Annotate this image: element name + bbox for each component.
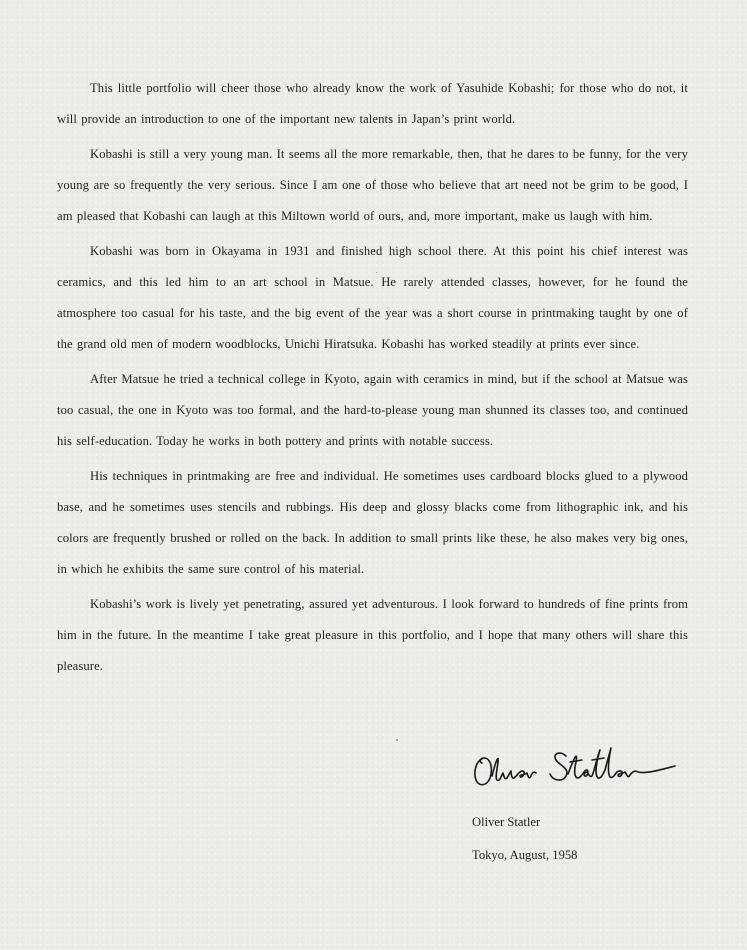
paragraph: His techniques in printmaking are free and individual. He sometimes uses cardboard blocks glued to a plywood base, and he sometimes uses stencils and rubbings. His deep and glossy blacks come from lithographic ink, and his colors are frequently brushed or rolled on the back. In addition to small prints like these, he also makes very big ones, in which he exhibits the same sure control of his material. [57,469,688,576]
paper-speck [396,739,398,741]
paragraph: This little portfolio will cheer those who already know the work of Yasuhide Kobashi; for those who do not, it will provide an introduction to one of the important new talents in Japan’s print world. [57,81,688,126]
paper-speck [376,272,377,273]
letter-body [57,73,688,686]
handwritten-signature [470,740,710,800]
paragraph: Kobashi’s work is lively yet penetrating, assured yet adventurous. I look forward to hundreds of fine prints from him in the future. In the meantime I take great pleasure in this portfolio, and I hope that many others will share this pleasure. [57,597,688,673]
paragraph: Kobashi is still a very young man. It seems all the more remarkable, then, that he dares to be funny, for the very young are so frequently the very serious. Since I am one of those who believe that art need not be grim to be good, I am pleased that Kobashi can laugh at this Miltown world of ours, and, more important, make us laugh with him. [57,147,688,223]
paragraph: Kobashi was born in Okayama in 1931 and finished high school there. At this point his chief interest was ceramics, and this led him to an art school in Matsue. He rarely attended classes, however, for he found the atmosphere too casual for his taste, and the big event of the year was a short course in printmaking taught by one of the grand old men of modern woodblocks, Unichi Hiratsuka. Kobashi has worked steadily at prints ever since. [57,244,688,351]
paragraph: After Matsue he tried a technical college in Kyoto, again with ceramics in mind, but if the school at Matsue was too casual, the one in Kyoto was too formal, and the hard-to-please young man shunned its classes too, and continued his self-education. Today he works in both pottery and prints with notable success. [57,372,688,448]
signature-drawing [470,740,680,800]
place-and-date: Tokyo, August, 1958 [472,848,578,862]
signatory-name: Oliver Statler [472,815,541,829]
